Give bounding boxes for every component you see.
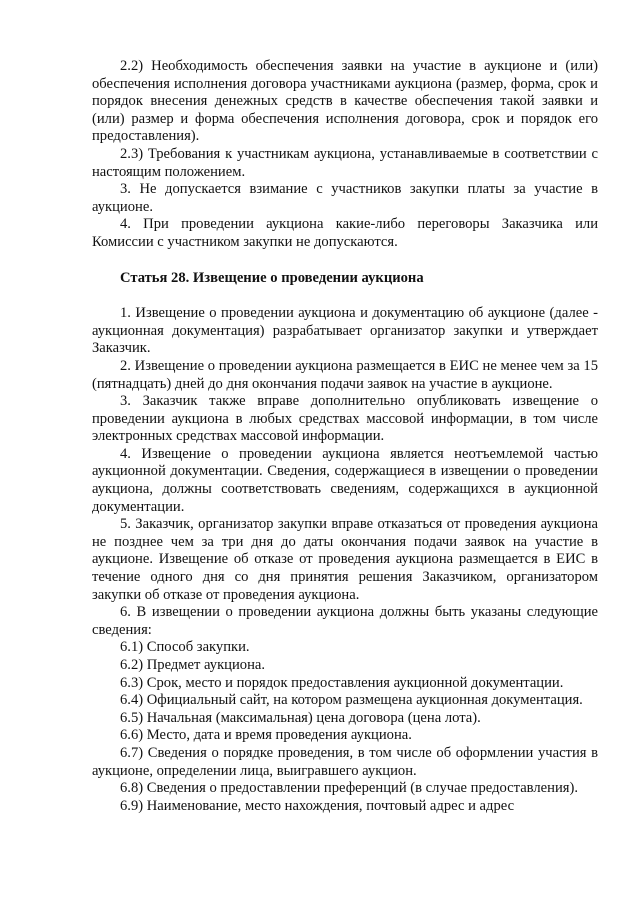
paragraph-4: 4. При проведении аукциона какие-либо переговоры Заказчика или Комиссии с участником закупки не допускаются.	[92, 216, 598, 250]
list-item-6-9: 6.9) Наименование, место нахождения, почтовый адрес и адрес	[120, 797, 515, 814]
article-28-paragraph-1: 1. Извещение о проведении аукциона и документацию об аукционе (далее - аукционная документация) разрабатывает организатор закупки и утверждает Заказчик.	[92, 305, 598, 357]
article-28-paragraph-3: 3. Заказчик также вправе дополнительно опубликовать извещение о проведении аукциона в любых средствах массовой информации, в том числе электронных средствах массовой информации.	[92, 393, 598, 445]
list-item-6-8: 6.8) Сведения о предоставлении преференций (в случае предоставления).	[120, 780, 578, 797]
list-item-6-7: 6.7) Сведения о порядке проведения, в том числе об оформлении участия в аукционе, определении лица, выигравшего аукцион.	[92, 744, 598, 779]
paragraph-2-3: 2.3) Требования к участникам аукциона, устанавливаемые в соответствии с настоящим положением.	[92, 145, 598, 180]
paragraph-3: 3. Не допускается взимание с участников закупки платы за участие в аукционе.	[92, 181, 598, 215]
article-28-paragraph-4: 4. Извещение о проведении аукциона является неотъемлемой частью аукционной документации. Сведения, содержащиеся в извещении о проведении аукциона, должны соответствовать сведениям, содержащихся в аукционной документации.	[92, 445, 598, 515]
list-item-6-5: 6.5) Начальная (максимальная) цена договора (цена лота).	[120, 709, 481, 726]
paragraph-2-2: 2.2) Необходимость обеспечения заявки на участие в аукционе и (или) обеспечения исполнения договора участниками аукциона (размер, форма, срок и порядок внесения денежных средств в качестве обеспечения такой заявки и (или) размер и форма обеспечения исполнения договора, срок и порядок его предоставления).	[92, 58, 598, 145]
list-item-6-3: 6.3) Срок, место и порядок предоставления аукционной документации.	[120, 674, 564, 691]
list-item-6-6: 6.6) Место, дата и время проведения аукциона.	[120, 727, 412, 744]
article-28-paragraph-2: 2. Извещение о проведении аукциона размещается в ЕИС не менее чем за 15 (пятнадцать) дней до дня окончания подачи заявок на участие в аукционе.	[92, 357, 598, 392]
article-28-heading: Статья 28. Извещение о проведении аукциона	[120, 269, 424, 286]
article-28-paragraph-6: 6. В извещении о проведении аукциона должны быть указаны следующие сведения:	[92, 604, 598, 638]
list-item-6-1: 6.1) Способ закупки.	[120, 639, 250, 656]
list-item-6-4: 6.4) Официальный сайт, на котором размещена аукционная документация.	[120, 692, 583, 709]
list-item-6-2: 6.2) Предмет аукциона.	[120, 657, 266, 673]
article-28-paragraph-5: 5. Заказчик, организатор закупки вправе отказаться от проведения аукциона не позднее чем за три дня до даты окончания подачи заявок на участие в аукционе. Извещение об отказе от проведения аукциона размещается в ЕИС в течение одного дня со дня принятия решения Заказчиком, организатором закупки об отказе от проведения аукциона.	[92, 516, 598, 603]
